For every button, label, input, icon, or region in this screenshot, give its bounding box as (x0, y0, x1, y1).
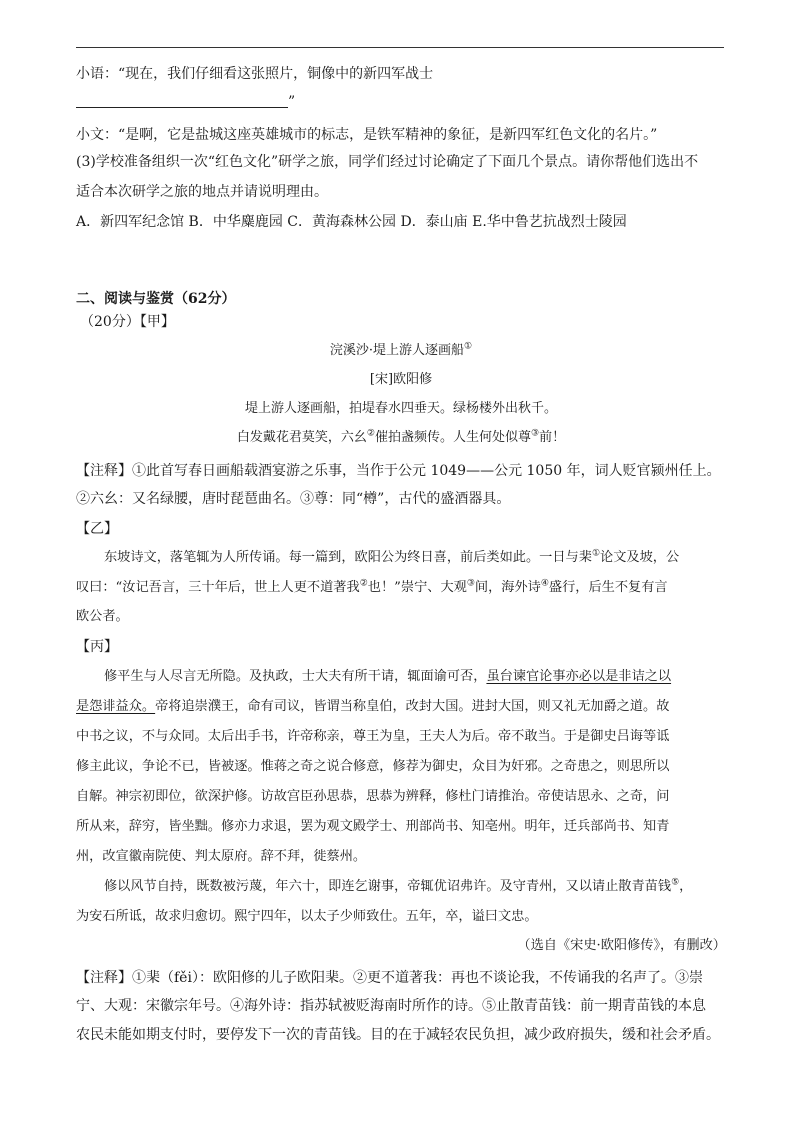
bing-line1: 修平生与人尽言无所隐。及执政，士大夫有所干请，辄面谕可否，虽台谏官论事亦必以是非诘之以 (104, 669, 672, 684)
q2-answer-line: ” (76, 92, 726, 112)
answer-blank[interactable] (76, 93, 288, 108)
underlined-sentence-part2: 是怨诽益众。 (76, 699, 156, 714)
bing-line6: 所从来，辞穷，皆坐黜。修亦力求退，罢为观文殿学士、刑部尚书、知亳州。明年，迁兵部尚书、知青 (76, 819, 670, 834)
poem-line1: 堤上游人逐画船，拍堤春水四垂天。绿杨楼外出秋千。 (244, 401, 557, 416)
underlined-sentence-part1: 虽台谏官论事亦必以是非诘之以 (486, 669, 672, 684)
bing-line4: 修主此议，争论不已，皆被逐。惟蒋之奇之说合修意，修荐为御史，众目为奸邪。之奇患之，则思所以 (76, 759, 670, 774)
notes1-line2: ②六幺：又名绿腰，唐时琵琶曲名。③尊：同“樽”，古代的盛酒器具。 (76, 491, 511, 507)
notes1-line1: 【注释】①此首写春日画船载酒宴游之乐事，当作于公元 1049——公元 1050 年，词人贬官颍州任上。 (76, 463, 721, 479)
notes2-line1: 【注释】①棐（fěi）：欧阳修的儿子欧阳棐。②更不道著我：再也不谈论我，不传诵我的名声了。③崇 (76, 970, 703, 986)
yi-line1: 东坡诗文，落笔辄为人所传诵。每一篇到，欧阳公为终日喜，前后类如此。一日与棐①论文及坡，公 (104, 548, 680, 565)
bing-line7: 州，改宣徽南院使、判太原府。辞不拜，徙蔡州。 (76, 849, 367, 864)
poem-line2: 白发戴花君莫笑，六幺②催拍盏频传。人生何处似尊③前！ (236, 428, 566, 445)
poem-author: [宋]欧阳修 (369, 372, 433, 387)
q3-question-line2: 适合本次研学之旅的地点并请说明理由。 (76, 184, 328, 200)
yi-label: 【乙】 (76, 521, 118, 537)
notes2-line3: 农民未能如期支付时，要停发下一次的青苗钱。目的在于减轻农民负担，减少政府损失，缓和社会矛盾。 (76, 1027, 720, 1043)
bing-line8: 修以风节自持，既数被污蔑，年六十，即连乞谢事，帝辄优诏弗许。及守青州，又以请止散青苗钱⑤， (104, 877, 693, 894)
bing-label: 【丙】 (76, 639, 118, 655)
header-rule (76, 47, 724, 48)
q3-question-line1: (3)学校准备组织一次“红色文化”研学之旅，同学们经过讨论确定了下面几个景点。请你帮他们选出不 (76, 154, 699, 170)
q2-dialogue-line1: 小语：“现在，我们仔细看这张照片，铜像中的新四军战士 (76, 66, 434, 82)
q3-options: A．新四军纪念馆 B．中华麋鹿园 C．黄海森林公园 D．泰山庙 E.华中鲁艺抗战烈士陵园 (76, 214, 627, 230)
section-heading: 二、阅读与鉴赏（62分） (76, 291, 236, 307)
bing-line5: 自解。神宗初即位，欲深护修。访故宫臣孙思恭，思恭为辨释，修杜门请推治。帝使诘思永、之奇，问 (76, 789, 670, 804)
poem-title: 浣溪沙·堤上游人逐画船① (329, 341, 473, 358)
yi-line2: 叹曰：“汝记吾言，三十年后，世上人更不道著我②也！”崇宁、大观③间，海外诗④盛行，后生不复有言 (76, 578, 668, 595)
bing-line9: 为安石所诋，故求归愈切。熙宁四年，以太子少师致仕。五年，卒，谥曰文忠。 (76, 909, 538, 924)
yi-line3: 欧公者。 (76, 609, 129, 624)
bing-line3: 中书之议，不与众同。太后出手书，许帝称亲，尊王为皇，王夫人为后。帝不敢当。于是御史吕诲等诋 (76, 729, 670, 744)
notes2-line2: 宁、大观：宋徽宗年号。④海外诗：指苏轼被贬海南时所作的诗。⑤止散青苗钱：前一期青苗钱的本息 (76, 998, 706, 1014)
q2-dialogue-line3: 小文：“是啊，它是盐城这座英雄城市的标志，是铁军精神的象征，是新四军红色文化的名片。” (76, 127, 658, 143)
bing-source: （选自《宋史·欧阳修传》，有删改） (517, 938, 726, 953)
bing-line2: 是怨诽益众。帝将追崇濮王，命有司议，皆谓当称皇伯，改封大国。进封大国，则又礼无加爵之道。故 (76, 699, 670, 714)
section-subheading: （20分）【甲】 (80, 314, 175, 330)
